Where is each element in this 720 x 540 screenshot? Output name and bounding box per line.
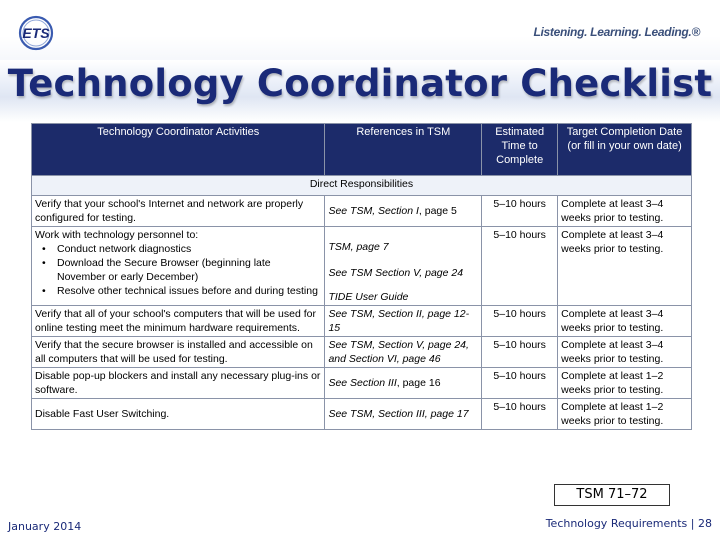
tagline: Listening. Learning. Leading.® — [533, 25, 700, 39]
table-row — [32, 399, 692, 430]
bullet-item — [35, 256, 321, 284]
logo-text: ETS — [22, 25, 50, 41]
target-cell: Complete at least 3–4 weeks prior to testing. — [558, 337, 692, 368]
target-cell: Complete at least 1–2 weeks prior to testing. — [558, 399, 692, 430]
tsm-reference-box: TSM 71–72 — [554, 484, 670, 506]
target-cell: Complete at least 3–4 weeks prior to testing. — [558, 196, 692, 227]
column-header-references: References in TSM — [325, 124, 482, 176]
bullet-text: Conduct network diagnostics — [57, 243, 192, 255]
reference-page: , page 16 — [396, 377, 441, 389]
reference-text: TIDE User Guide — [328, 291, 409, 303]
page-title: Technology Coordinator Checklist — [7, 62, 713, 105]
table-row — [32, 337, 692, 368]
table-row — [32, 196, 692, 227]
activity-cell — [32, 337, 325, 368]
reference-cell — [325, 196, 482, 227]
reference-cell — [325, 227, 482, 306]
bullet-item — [35, 284, 321, 298]
activity-text: Verify that all of your school's computers that will be used for online testing meet the minimum hardware requirements. — [35, 308, 316, 334]
activity-cell — [32, 368, 325, 399]
reference-text: See Section III — [328, 377, 397, 389]
bullet-text: Download the Secure Browser (beginning late November or early December) — [57, 257, 271, 283]
reference-cell: See TSM, Section III, page 17 — [325, 399, 482, 430]
activity-text: Verify that the secure browser is installed and accessible on all computers that will be used for testing. — [35, 339, 313, 365]
time-cell: 5–10 hours — [482, 399, 558, 430]
bullet-dot-icon: • — [42, 285, 46, 297]
time-cell: 5–10 hours — [482, 227, 558, 306]
table-row — [32, 368, 692, 399]
activity-text: Verify that your school's Internet and network are properly configured for testing. — [35, 198, 304, 224]
table-header-row — [32, 124, 692, 176]
time-cell: 5–10 hours — [482, 306, 558, 337]
reference-text: See TSM Section V, page 24 — [328, 267, 464, 279]
target-cell: Complete at least 3–4 weeks prior to testing. — [558, 306, 692, 337]
time-cell: 5–10 hours — [482, 337, 558, 368]
reference-text: See TSM, Section I — [328, 205, 419, 217]
activity-cell — [32, 399, 325, 430]
footer-date: January 2014 — [8, 520, 82, 533]
column-header-activities: Technology Coordinator Activities — [32, 124, 325, 176]
footer-page-label: Technology Requirements | 28 — [545, 517, 712, 530]
bullet-dot-icon: • — [42, 257, 46, 269]
activity-text: Work with technology personnel to: — [35, 229, 199, 241]
time-cell: 5–10 hours — [482, 196, 558, 227]
section-direct-responsibilities: Direct Responsibilities — [32, 176, 692, 196]
target-cell: Complete at least 3–4 weeks prior to testing. — [558, 227, 692, 306]
checklist-table — [31, 123, 692, 430]
activity-cell — [32, 227, 325, 306]
column-header-target-date: Target Completion Date (or fill in your own date) — [558, 124, 692, 176]
activity-cell — [32, 196, 325, 227]
column-header-estimated-time: Estimated Time to Complete — [482, 124, 558, 176]
bullet-dot-icon: • — [42, 243, 46, 255]
time-cell: 5–10 hours — [482, 368, 558, 399]
reference-cell: See TSM, Section V, page 24, and Section VI, page 46 — [325, 337, 482, 368]
bullet-text: Resolve other technical issues before and during testing — [57, 285, 318, 297]
reference-cell: See TSM, Section II, page 12-15 — [325, 306, 482, 337]
activity-cell — [32, 306, 325, 337]
reference-text: TSM, page 7 — [328, 241, 389, 253]
target-cell: Complete at least 1–2 weeks prior to testing. — [558, 368, 692, 399]
activity-text: Disable pop-up blockers and install any necessary plug-ins or software. — [35, 370, 321, 396]
table-row — [32, 227, 692, 306]
ets-logo — [14, 15, 62, 51]
table-row — [32, 306, 692, 337]
reference-cell — [325, 368, 482, 399]
section-row — [32, 176, 692, 196]
reference-page: , page 5 — [418, 205, 457, 217]
bullet-item — [35, 242, 321, 256]
activity-text: Disable Fast User Switching. — [35, 408, 170, 420]
